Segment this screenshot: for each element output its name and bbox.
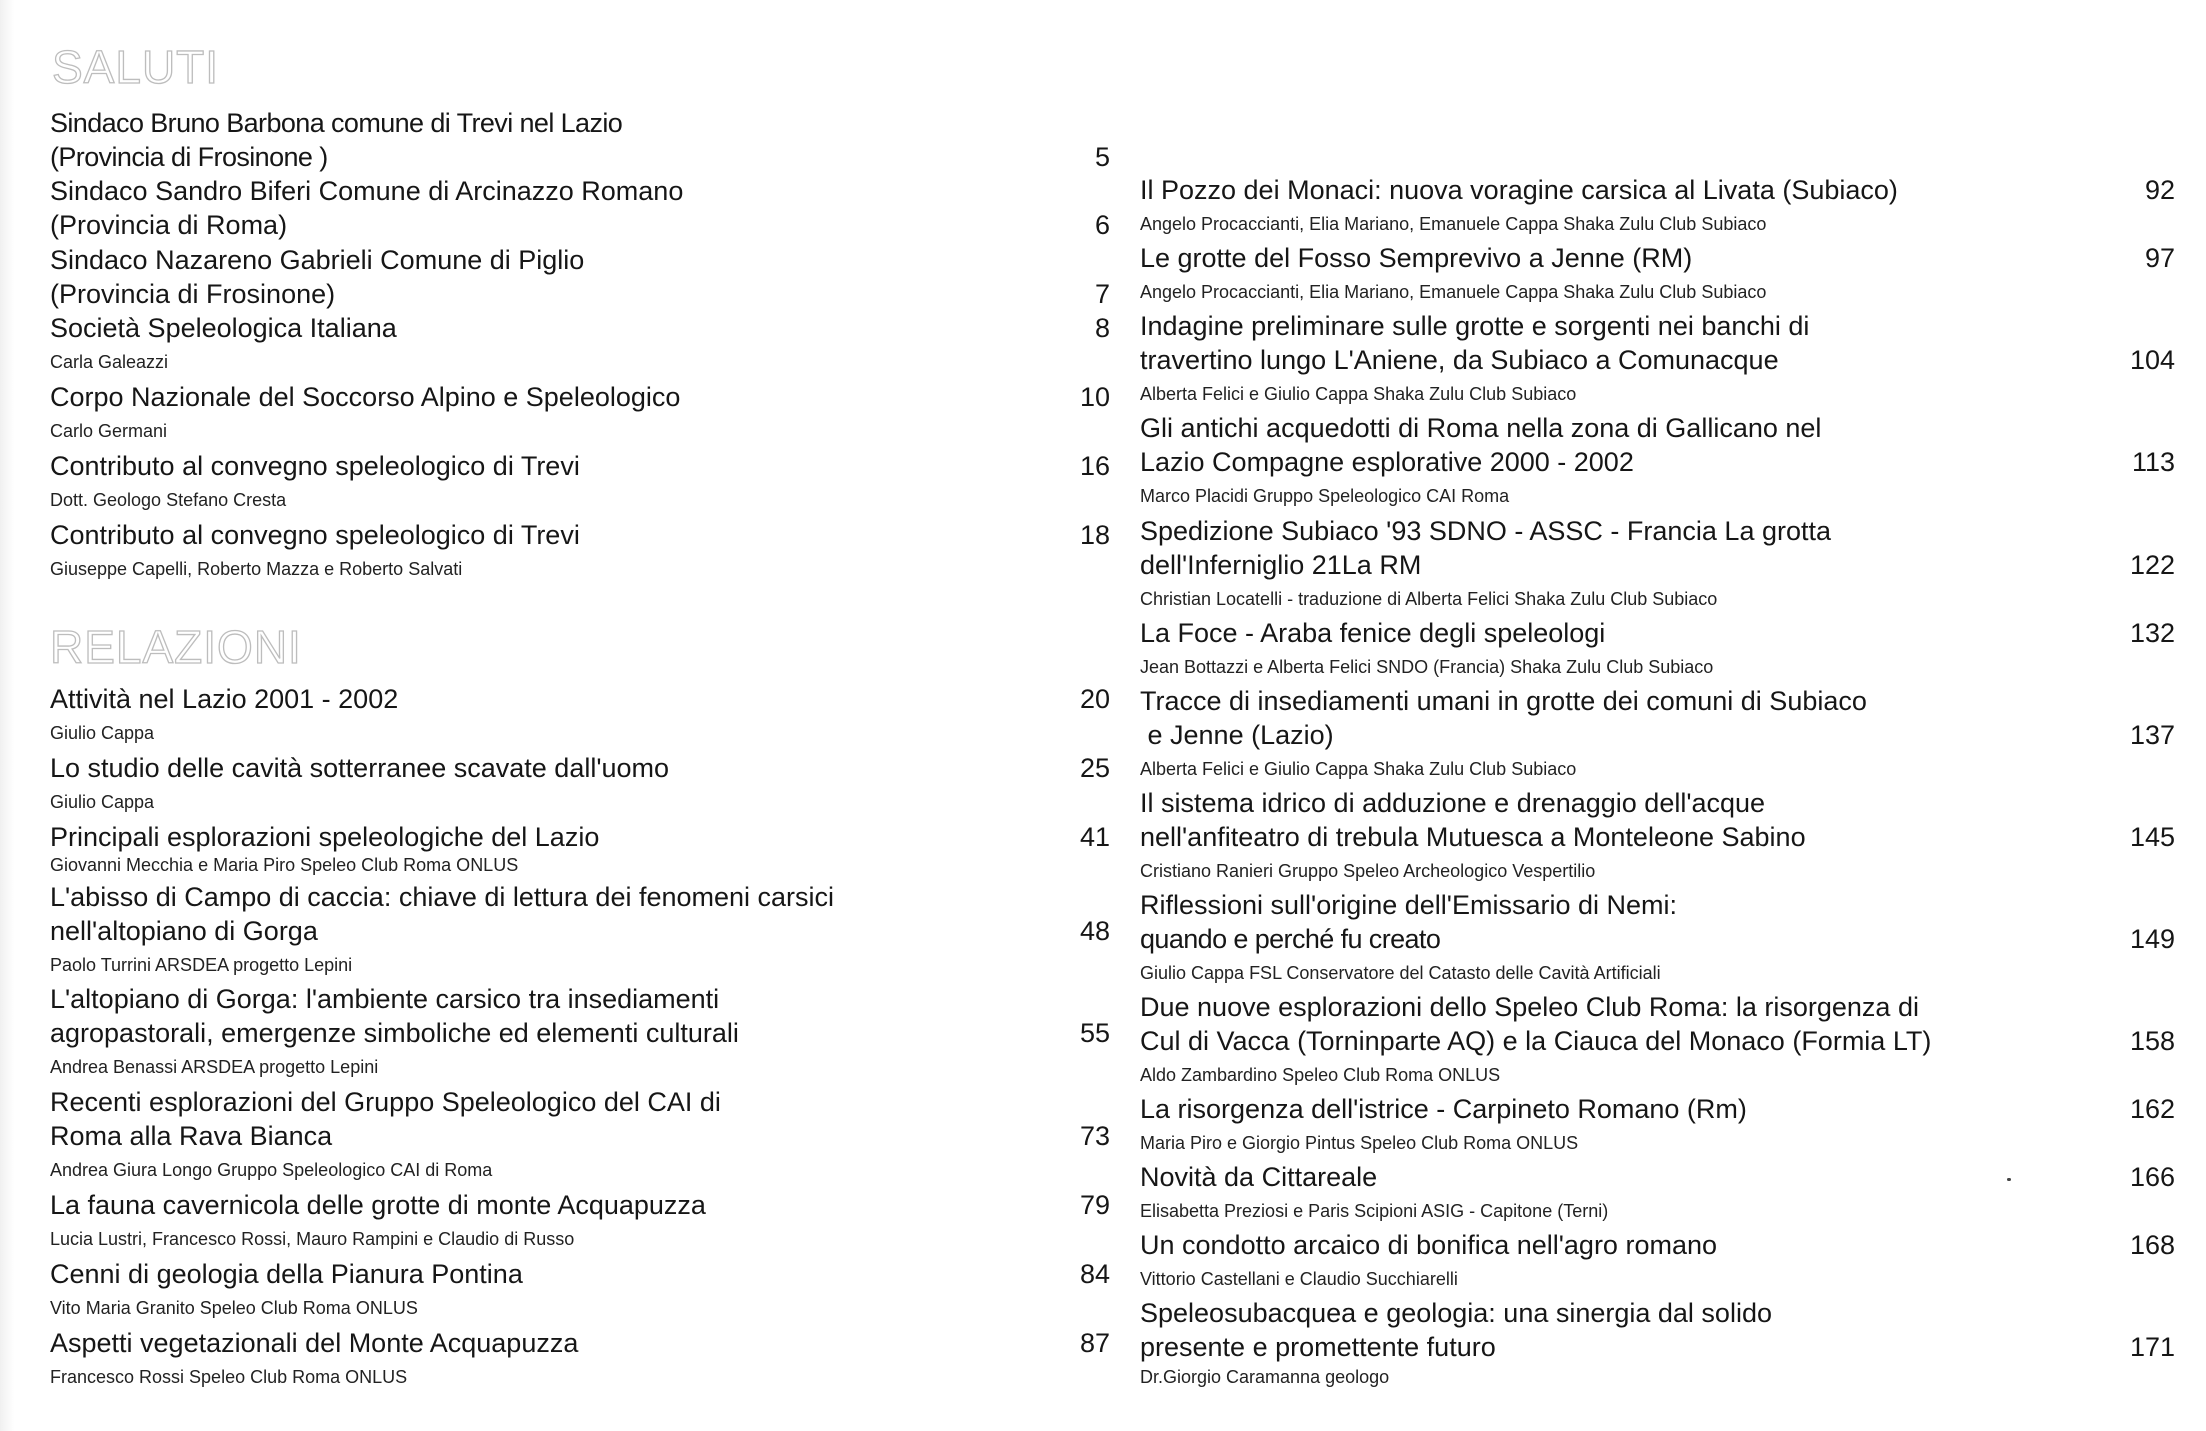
entry-title-line: Sindaco Nazareno Gabrieli Comune di Piglio [50, 245, 585, 275]
entry-title-line: nell'anfiteatro di trebula Mutuesca a Monteleone Sabino [1140, 822, 1806, 852]
entry-title-line: Spedizione Subiaco '93 SDNO - ASSC - Francia La grotta [1140, 516, 1832, 546]
entry-author: Elisabetta Preziosi e Paris Scipioni ASIG - Capitone (Terni) [1140, 1201, 1609, 1221]
entry-title-line: Cul di Vacca (Torninparte AQ) e la Ciauca del Monaco (Formia LT) [1140, 1026, 1932, 1056]
entry-title-line: Recenti esplorazioni del Gruppo Speleologico del CAI di [50, 1087, 721, 1117]
entry-title-line: Cenni di geologia della Pianura Pontina [50, 1259, 523, 1289]
toc-entry[interactable] [50, 449, 580, 511]
entry-title-line: La risorgenza dell'istrice - Carpineto Romano (Rm) [1140, 1094, 1747, 1124]
entry-title-line: Sindaco Bruno Barbona comune di Trevi nel Lazio [50, 108, 623, 138]
entry-author: Dr.Giorgio Caramanna geologo [1140, 1367, 1390, 1387]
entry-title-line: L'abisso di Campo di caccia: chiave di lettura dei fenomeni carsici [50, 882, 835, 912]
speck-mark [2007, 1178, 2011, 1181]
toc-entry[interactable] [1140, 1296, 1772, 1388]
section-heading-saluti: SALUTI [52, 41, 220, 93]
entry-page-number: 5 [1094, 142, 1110, 172]
entry-page-number: 7 [1094, 279, 1110, 309]
entry-page-number: 73 [1079, 1121, 1110, 1151]
toc-entry[interactable] [1140, 1160, 1608, 1222]
entry-page-number: 92 [2144, 175, 2175, 205]
entry-title-line: Un condotto arcaico di bonifica nell'agro romano [1140, 1230, 1717, 1260]
entry-author: Giulio Cappa [50, 792, 155, 812]
entry-author: Alberta Felici e Giulio Cappa Shaka Zulu Club Subiaco [1140, 759, 1577, 779]
entry-author: Aldo Zambardino Speleo Club Roma ONLUS [1140, 1065, 1501, 1085]
entry-page-number: 41 [1079, 822, 1110, 852]
entry-page-number: 8 [1094, 313, 1110, 343]
toc-entry[interactable] [1140, 1092, 1747, 1154]
entry-author: Cristiano Ranieri Gruppo Speleo Archeologico Vespertilio [1140, 861, 1596, 881]
entry-author: Giuseppe Capelli, Roberto Mazza e Roberto Salvati [50, 559, 463, 579]
toc-entry[interactable] [50, 1188, 706, 1250]
entry-title-line: Speleosubacquea e geologia: una sinergia dal solido [1140, 1298, 1772, 1328]
entry-title-line: Contributo al convegno speleologico di Trevi [50, 520, 580, 550]
entry-page-number: 168 [2129, 1230, 2175, 1260]
toc-entry[interactable] [1140, 684, 1867, 780]
entry-page-number: 97 [2144, 243, 2175, 273]
entry-title-line: L'altopiano di Gorga: l'ambiente carsico tra insediamenti [50, 984, 720, 1014]
entry-author: Carlo Germani [50, 421, 168, 441]
section-heading-relazioni: RELAZIONI [50, 621, 302, 673]
entry-title-line: Lo studio delle cavità sotterranee scavate dall'uomo [50, 753, 670, 783]
entry-author: Lucia Lustri, Francesco Rossi, Mauro Rampini e Claudio di Russo [50, 1229, 575, 1249]
toc-entry[interactable] [1140, 411, 1821, 507]
entry-title-line: Principali esplorazioni speleologiche del Lazio [50, 822, 600, 852]
toc-entry[interactable] [1140, 309, 1809, 405]
toc-entry[interactable] [50, 518, 580, 580]
toc-entry[interactable] [1140, 241, 1766, 303]
entry-title-line: agropastorali, emergenze simboliche ed elementi culturali [50, 1018, 739, 1048]
toc-entry[interactable] [50, 243, 584, 311]
entry-title-line: Indagine preliminare sulle grotte e sorgenti nei banchi di [1140, 311, 1810, 341]
entry-title-line: e Jenne (Lazio) [1140, 720, 1334, 750]
toc-entry[interactable] [1140, 786, 1806, 882]
toc-entry[interactable] [50, 106, 622, 174]
entry-author: Vittorio Castellani e Claudio Succhiarelli [1140, 1269, 1458, 1289]
entry-author: Andrea Benassi ARSDEA progetto Lepini [50, 1057, 379, 1077]
entry-title-line: Lazio Compagne esplorative 2000 - 2002 [1140, 447, 1634, 477]
entry-author: Dott. Geologo Stefano Cresta [50, 490, 287, 510]
toc-entry[interactable] [50, 820, 599, 876]
toc-entry[interactable] [50, 311, 397, 373]
toc-entry[interactable] [1140, 1228, 1717, 1290]
entry-title-line: Attività nel Lazio 2001 - 2002 [50, 684, 399, 714]
entry-author: Giulio Cappa FSL Conservatore del Catasto delle Cavità Artificiali [1140, 963, 1661, 983]
entry-page-number: 20 [1079, 684, 1110, 714]
entry-page-number: 6 [1094, 210, 1110, 240]
toc-entry[interactable] [1140, 173, 1898, 235]
toc-entry[interactable] [50, 380, 680, 442]
entry-title-line: (Provincia di Roma) [50, 210, 288, 240]
entry-page-number: 87 [1079, 1328, 1110, 1358]
toc-entry[interactable] [1140, 514, 1831, 610]
entry-author: Maria Piro e Giorgio Pintus Speleo Club Roma ONLUS [1140, 1133, 1579, 1153]
entry-title-line: travertino lungo L'Aniene, da Subiaco a Comunacque [1140, 345, 1779, 375]
entry-page-number: 10 [1079, 382, 1110, 412]
toc-entry[interactable] [50, 880, 834, 976]
entry-title-line: Il Pozzo dei Monaci: nuova voragine carsica al Livata (Subiaco) [1140, 175, 1898, 205]
entry-page-number: 79 [1079, 1190, 1110, 1220]
entry-page-number: 18 [1079, 520, 1110, 550]
entry-author: Angelo Procaccianti, Elia Mariano, Emanuele Cappa Shaka Zulu Club Subiaco [1140, 214, 1767, 234]
entry-page-number: 166 [2129, 1162, 2175, 1192]
entry-page-number: 158 [2129, 1026, 2175, 1056]
entry-title-line: Le grotte del Fosso Semprevivo a Jenne (RM) [1140, 243, 1693, 273]
entry-author: Paolo Turrini ARSDEA progetto Lepini [50, 955, 353, 975]
entry-page-number: 132 [2129, 618, 2175, 648]
toc-entry[interactable] [1140, 888, 1677, 984]
entry-title-line: Tracce di insediamenti umani in grotte dei comuni di Subiaco [1140, 686, 1867, 716]
entry-page-number: 48 [1079, 916, 1110, 946]
entry-title-line: Contributo al convegno speleologico di Trevi [50, 451, 580, 481]
entry-page-number: 16 [1079, 451, 1110, 481]
toc-entry[interactable] [50, 1257, 523, 1319]
entry-page-number: 55 [1079, 1018, 1110, 1048]
entry-page-number: 84 [1079, 1259, 1110, 1289]
toc-entry[interactable] [50, 682, 398, 744]
entry-author: Carla Galeazzi [50, 352, 169, 372]
page-shadow-edge [0, 0, 14, 1431]
entry-title-line: Il sistema idrico di adduzione e drenaggio dell'acque [1140, 788, 1766, 818]
entry-title-line: Corpo Nazionale del Soccorso Alpino e Speleologico [50, 382, 681, 412]
entry-author: Giovanni Mecchia e Maria Piro Speleo Club Roma ONLUS [50, 855, 519, 875]
toc-entry[interactable] [50, 982, 739, 1078]
entry-title-line: quando e perché fu creato [1140, 924, 1441, 954]
toc-entry[interactable] [1140, 990, 1931, 1086]
entry-title-line: Società Speleologica Italiana [50, 313, 397, 343]
toc-entry[interactable] [50, 751, 669, 813]
entry-page-number: 145 [2129, 822, 2175, 852]
entry-page-number: 149 [2129, 924, 2175, 954]
entry-page-number: 162 [2129, 1094, 2175, 1124]
entry-title-line: La fauna cavernicola delle grotte di monte Acquapuzza [50, 1190, 706, 1220]
toc-entry[interactable] [50, 1326, 578, 1388]
entry-author: Andrea Giura Longo Gruppo Speleologico CAI di Roma [50, 1160, 493, 1180]
entry-title-line: nell'altopiano di Gorga [50, 916, 318, 946]
entry-title-line: La Foce - Araba fenice degli speleologi [1140, 618, 1606, 648]
entry-title-line: (Provincia di Frosinone) [50, 279, 336, 309]
entry-page-number: 171 [2129, 1332, 2175, 1362]
entry-title-line: Gli antichi acquedotti di Roma nella zona di Gallicano nel [1140, 413, 1822, 443]
entry-title-line: Sindaco Sandro Biferi Comune di Arcinazzo Romano [50, 176, 684, 206]
toc-entry[interactable] [1140, 616, 1713, 678]
entry-title-line: (Provincia di Frosinone ) [50, 142, 328, 172]
entry-author: Francesco Rossi Speleo Club Roma ONLUS [50, 1367, 408, 1387]
toc-entry[interactable] [50, 174, 683, 242]
entry-title-line: Due nuove esplorazioni dello Speleo Club Roma: la risorgenza di [1140, 992, 1919, 1022]
entry-page-number: 25 [1079, 753, 1110, 783]
entry-title-line: Novità da Cittareale [1140, 1162, 1378, 1192]
entry-title-line: Riflessioni sull'origine dell'Emissario di Nemi: [1140, 890, 1677, 920]
entry-author: Christian Locatelli - traduzione di Alberta Felici Shaka Zulu Club Subiaco [1140, 589, 1718, 609]
entry-page-number: 137 [2129, 720, 2175, 750]
entry-title-line: Roma alla Rava Bianca [50, 1121, 333, 1151]
entry-page-number: 104 [2129, 345, 2175, 375]
entry-page-number: 113 [2131, 447, 2175, 477]
entry-title-line: Aspetti vegetazionali del Monte Acquapuzza [50, 1328, 579, 1358]
entry-author: Giulio Cappa [50, 723, 155, 743]
entry-author: Alberta Felici e Giulio Cappa Shaka Zulu Club Subiaco [1140, 384, 1577, 404]
entry-title-line: dell'Inferniglio 21La RM [1140, 550, 1422, 580]
entry-title-line: presente e promettente futuro [1140, 1332, 1496, 1362]
entry-author: Vito Maria Granito Speleo Club Roma ONLUS [50, 1298, 418, 1318]
entry-author: Marco Placidi Gruppo Speleologico CAI Roma [1140, 486, 1510, 506]
entry-page-number: 122 [2129, 550, 2175, 580]
entry-author: Jean Bottazzi e Alberta Felici SNDO (Francia) Shaka Zulu Club Subiaco [1140, 657, 1714, 677]
toc-entry[interactable] [50, 1085, 721, 1181]
entry-author: Angelo Procaccianti, Elia Mariano, Emanuele Cappa Shaka Zulu Club Subiaco [1140, 282, 1767, 302]
